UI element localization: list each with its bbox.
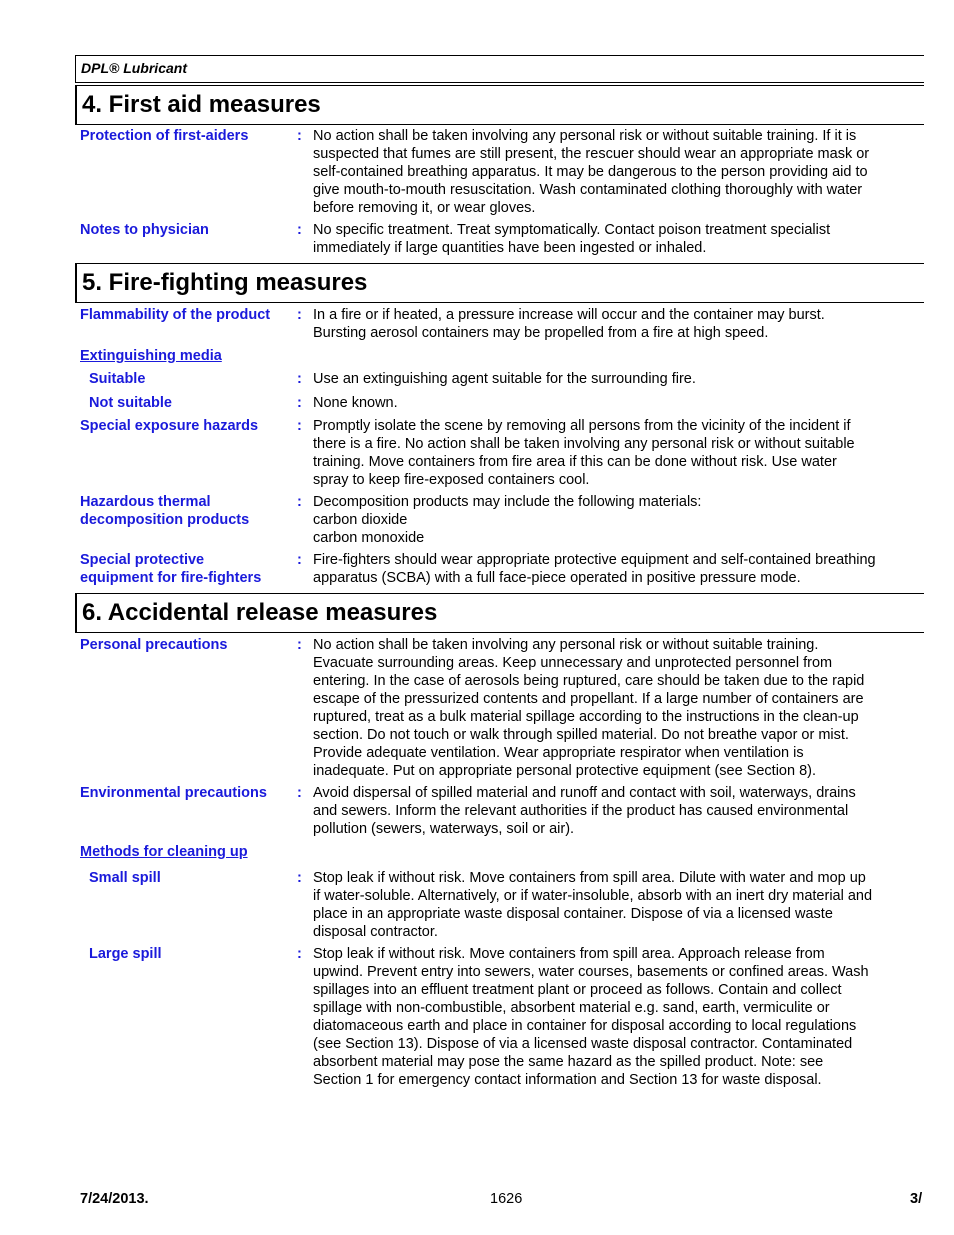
separator: : [297, 870, 302, 886]
label-not-suitable: Not suitable [89, 395, 172, 411]
heading-methods-cleaning: Methods for cleaning up [80, 844, 248, 860]
section-title-accidental-release: 6. Accidental release measures [75, 593, 924, 633]
page [75, 55, 924, 1089]
heading-extinguishing-media: Extinguishing media [80, 348, 222, 364]
section-title-fire-fighting: 5. Fire-fighting measures [75, 263, 924, 303]
section-title-first-aid: 4. First aid measures [75, 85, 924, 125]
label-large-spill: Large spill [89, 946, 162, 962]
value-not-suitable: None known. [313, 395, 398, 411]
separator: : [297, 552, 302, 568]
separator: : [297, 307, 302, 323]
row-small-spill [75, 869, 924, 941]
product-name: DPL® Lubricant [81, 60, 187, 76]
row-extinguishing-media [75, 347, 924, 365]
label-small-spill: Small spill [89, 870, 161, 886]
value-flammability: In a fire or if heated, a pressure increase will occur and the container may burst. Bursting aerosol containers may be propelled from a fire at high speed. [313, 307, 825, 341]
label-personal-precautions: Personal precautions [80, 637, 228, 653]
value-special-exposure: Promptly isolate the scene by removing all persons from the vicinity of the incident if there is a fire. No action shall be taken involving any personal risk or without suitable training. Move containers from fire area if this can be done without risk. Use water spray to keep fire-exposed containers cool. [313, 418, 855, 488]
value-protective-equipment: Fire-fighters should wear appropriate protective equipment and self-contained breathing apparatus (SCBA) with a full face-piece operated in positive pressure mode. [313, 552, 876, 586]
label-flammability: Flammability of the product [80, 307, 271, 323]
value-thermal-decomposition: Decomposition products may include the following materials: carbon dioxide carbon monoxide [313, 494, 702, 546]
row-protection-first-aiders [75, 127, 924, 217]
separator: : [297, 128, 302, 144]
row-environmental-precautions [75, 784, 924, 838]
row-not-suitable [75, 394, 924, 412]
document-header [75, 55, 924, 83]
value-small-spill: Stop leak if without risk. Move containers from spill area. Dilute with water and mop up if water-soluble. Alternatively, or if water-insoluble, absorb with an inert dry material and place in an appropriate waste disposal container. Dispose of via a licensed waste disposal contractor. [313, 870, 873, 940]
footer-page-number: 3/ [910, 1191, 923, 1207]
value-notes-to-physician: No specific treatment. Treat symptomatically. Contact poison treatment specialist immediately if large quantities have been ingested or inhaled. [313, 222, 831, 256]
footer-date: 7/24/2013. [80, 1191, 149, 1207]
row-protective-equipment [75, 551, 924, 587]
row-suitable [75, 370, 924, 388]
label-suitable: Suitable [89, 371, 146, 387]
value-large-spill: Stop leak if without risk. Move containers from spill area. Approach release from upwind. Prevent entry into sewers, water courses, basements or confined areas. Wash spillages into an effluent treatment plant or proceed as follows. Contain and collect spillage with non-combustible, absorbent material e.g. sand, earth, vermiculite or diatomaceous earth and place in container for disposal according to local regulations (see Section 13). Dispose of via a licensed waste disposal contractor. Contaminated absorbent material may pose the same hazard as the spilled product. Note: see Section 1 for emergency contact information and Section 13 for waste disposal. [313, 946, 869, 1088]
label-special-exposure: Special exposure hazards [80, 418, 259, 434]
page-footer [75, 1191, 924, 1211]
value-environmental-precautions: Avoid dispersal of spilled material and runoff and contact with soil, waterways, drains and sewers. Inform the relevant authorities if the product has caused environmental pollution (sewers, waterways, soil or air). [313, 785, 856, 837]
label-environmental-precautions: Environmental precautions [80, 785, 267, 801]
row-large-spill [75, 945, 924, 1089]
footer-code: 1626 [490, 1191, 523, 1207]
separator: : [297, 418, 302, 434]
row-personal-precautions [75, 636, 924, 780]
label-thermal-decomposition: Hazardous thermal decomposition products [80, 494, 250, 528]
value-protection-first-aiders: No action shall be taken involving any personal risk or without suitable training. If it is suspected that fumes are still present, the rescuer should wear an appropriate mask or self-contained breathing apparatus. It may be dangerous to the person providing aid to give mouth-to-mouth resuscitation. Wash contaminated clothing thoroughly with water before removing it, or wear gloves. [313, 128, 870, 216]
value-suitable: Use an extinguishing agent suitable for the surrounding fire. [313, 371, 696, 387]
row-flammability [75, 306, 924, 342]
label-notes-to-physician: Notes to physician [80, 222, 209, 238]
separator: : [297, 494, 302, 510]
value-personal-precautions: No action shall be taken involving any personal risk or without suitable training. Evacuate surrounding areas. Keep unnecessary and unprotected personnel from entering. In the case of aerosols being ruptured, care should be taken due to the rapid escape of the pressurized contents and propellant. If a large number of containers are ruptured, treat as a bulk material spillage according to the instructions in the clean-up section. Do not touch or walk through spilled material. Do not breathe vapor or mist. Provide adequate ventilation. Wear appropriate respirator when ventilation is inadequate. Put on appropriate personal protective equipment (see Section 8). [313, 637, 865, 779]
separator: : [297, 222, 302, 238]
separator: : [297, 785, 302, 801]
row-special-exposure [75, 417, 924, 489]
separator: : [297, 395, 302, 411]
separator: : [297, 371, 302, 387]
separator: : [297, 637, 302, 653]
row-thermal-decomposition [75, 493, 924, 547]
row-methods-cleaning [75, 843, 924, 861]
label-protection-first-aiders: Protection of first-aiders [80, 128, 249, 144]
label-protective-equipment: Special protective equipment for fire-fighters [80, 552, 262, 586]
row-notes-to-physician [75, 221, 924, 257]
separator: : [297, 946, 302, 962]
